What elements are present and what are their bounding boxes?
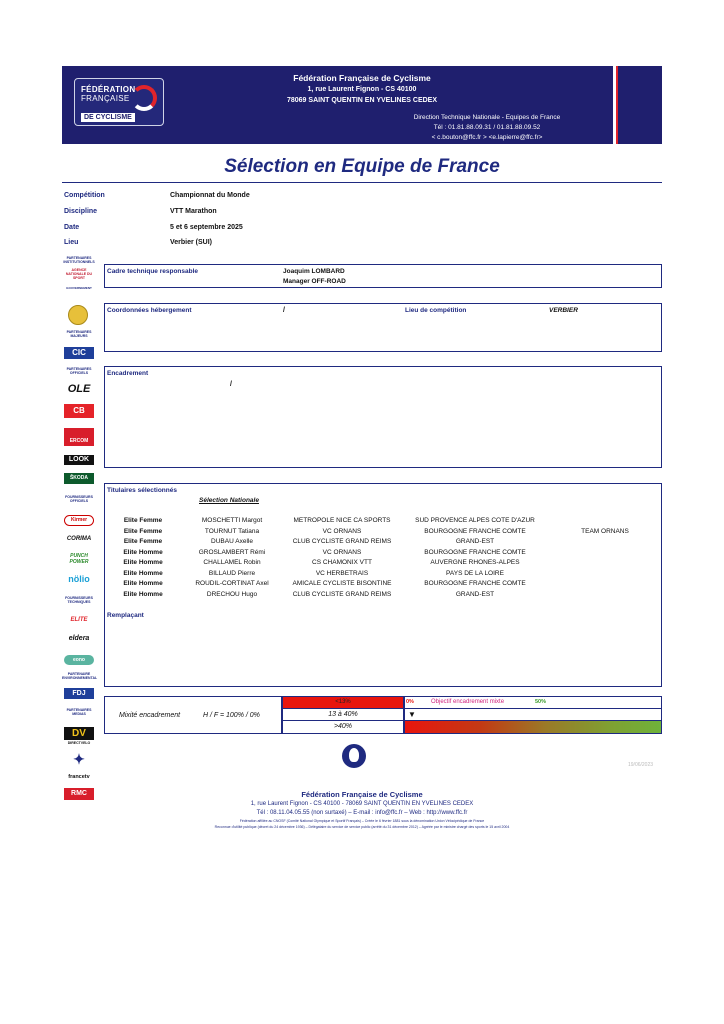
table-row [105, 570, 661, 581]
mixite-band-high: >40% [282, 720, 404, 734]
ercom-logo: ERCOM [64, 428, 94, 446]
mixite-marker-icon: ▼ [408, 710, 416, 719]
hebergement-slash: / [283, 307, 285, 314]
mixite-label: Mixité encadrement [119, 712, 181, 719]
row-name: CHALLAMEL Robin [203, 559, 261, 566]
document-date: 19/06/2023 [628, 762, 654, 768]
row-club: METROPOLE NICE CA SPORTS [293, 517, 391, 524]
mixite-section [104, 696, 662, 734]
row-category: Elite Homme [123, 569, 163, 577]
row-category: Elite Femme [123, 538, 163, 545]
row-team: TEAM ORNANS [581, 527, 629, 535]
cic-logo: CIC [64, 347, 94, 359]
row-region: AUVERGNE RHONES-ALPES [430, 559, 520, 566]
lieu-competition-label: Lieu de compétition [405, 307, 467, 314]
row-club: CLUB CYCLISTE GRAND REIMS [292, 538, 392, 545]
info-value-competition: Championnat du Monde [170, 192, 250, 199]
sponsors-fournisseurs-heading: FOURNISSEURS OFFICIELS [65, 495, 93, 503]
lieu-competition-value: VERBIER [549, 307, 578, 314]
table-row [105, 538, 661, 549]
sponsors-majeurs-heading: PARTENAIRES MAJEURS [66, 330, 92, 338]
mixite-band-low: <13% [282, 696, 404, 709]
cadre-role: Manager OFF-ROAD [283, 278, 346, 285]
ole-logo: OLE [67, 383, 91, 395]
scale-start-label: 0% [406, 699, 414, 705]
row-name: BILLAUD Pierre [208, 569, 256, 577]
row-region: GRAND-EST [455, 538, 495, 545]
info-value-lieu: Verbier (SUI) [170, 239, 213, 246]
page-title: Sélection en Equipe de France [224, 156, 500, 177]
header-emails: < c.bouton@ffc.fr > <e.lapierre@ffc.fr> [431, 134, 543, 141]
row-name: DUBAU Axelle [211, 538, 253, 545]
letterhead-banner [62, 66, 662, 144]
look-logo: LOOK [64, 455, 94, 465]
row-region: BOURGOGNE FRANCHE COMTE [424, 548, 526, 556]
logo-text-3: DE CYCLISME [81, 113, 135, 122]
title-divider [62, 182, 662, 183]
gouvernement-logo: GOUVERNEMENT [66, 286, 92, 290]
punch-power-logo: PUNCH POWER [69, 553, 89, 565]
row-category: Elite Homme [123, 548, 163, 556]
eono-logo: eono [64, 655, 94, 665]
hebergement-label: Coordonnées hébergement [107, 307, 192, 314]
sponsors-institutionnels-heading: PARTENAIRES INSTITUTIONNELS [63, 256, 95, 264]
header-org-name: Fédération Française de Cyclisme [293, 73, 431, 83]
row-name: MOSCHETTI Margot [201, 517, 263, 524]
scale-end-label: 50% [535, 699, 547, 705]
row-club: VC ORNANS [322, 548, 362, 556]
header-direction: Direction Technique Nationale - Equipes de France [413, 114, 561, 121]
row-name: GROSLAMBERT Rémi [198, 548, 266, 556]
encadrement-box [104, 366, 662, 468]
info-label-competition: Compétition [64, 192, 105, 199]
row-name: DRECHOU Hugo [206, 590, 258, 598]
footer-legal-1: Fédération affiliée au CNOSF (Comité National Olympique et Sportif Français) – Créée le 6 février 1881 sous la dénomination Union Vélocipédique de France [239, 819, 485, 823]
footer-legal-2: Reconnue d'utilité publique (décret du 24 décembre 1936) – Délégataire du service de service public (arrêté du 31 décembre 2012) – Agréée par le ministre chargé des sports le 15 avril 2004 [214, 825, 510, 829]
footer-org-name: Fédération Française de Cyclisme [301, 790, 423, 799]
header-address-1: 1, rue Laurent Fignon - CS 40100 [307, 86, 417, 93]
rmc-logo: RMC [64, 788, 94, 800]
equipe-logo-icon: ✦ [73, 751, 85, 767]
sponsors-medias-heading: PARTENAIRES MEDIAS [66, 708, 92, 716]
logo-text-2: FRANÇAISE [81, 94, 130, 103]
table-row [105, 559, 661, 570]
eldera-logo: eldera [68, 635, 90, 642]
row-region: SUD PROVENCE ALPES COTE D'AZUR [415, 517, 535, 524]
fdj-logo: FDJ [64, 688, 94, 699]
row-category: Elite Femme [123, 517, 163, 524]
row-category: Elite Homme [123, 559, 163, 566]
cadre-technique-box [104, 264, 662, 288]
remplacant-label: Remplaçant [107, 612, 144, 619]
row-region: BOURGOGNE FRANCHE COMTE [424, 580, 526, 587]
objective-label: Objectif encadrement mixte [431, 699, 505, 705]
row-category: Elite Femme [123, 527, 163, 535]
encadrement-label: Encadrement [107, 370, 149, 377]
row-name: TOURNUT Tatiana [204, 527, 260, 535]
info-label-lieu: Lieu [64, 239, 79, 246]
logo-text-1: FÉDÉRATION [81, 85, 136, 94]
row-category: Elite Homme [123, 590, 163, 598]
cadre-name: Joaquim LOMBARD [283, 268, 345, 275]
mixite-ratio: H / F = 100% / 0% [203, 712, 260, 719]
ans-logo: AGENCE NATIONALE DU SPORT [65, 268, 93, 280]
footer-contact: Tél : 08.11.04.05.55 (non surtaxé) – E-mail : info@ffc.fr – Web : http://www.ffc.fr [256, 810, 468, 816]
cb-logo: CB [64, 404, 94, 418]
corima-logo: CORIMA [66, 536, 92, 542]
row-club: AMICALE CYCLISTE BISONTINE [292, 580, 392, 587]
info-value-discipline: VTT Marathon [170, 208, 217, 215]
table-row [105, 528, 661, 539]
hebergement-box [104, 303, 662, 352]
info-label-date: Date [64, 224, 80, 231]
table-row [105, 517, 661, 528]
row-club: CS CHAMONIX VTT [312, 559, 372, 566]
dv-logo: DV [64, 727, 94, 740]
elite-logo: ELITE [70, 617, 88, 623]
encadrement-slash: / [230, 381, 232, 388]
footer-address: 1, rue Laurent Fignon - CS 40100 - 78069 SAINT QUENTIN EN YVELINES CEDEX [250, 801, 474, 807]
mixite-gradient-bar [404, 720, 662, 734]
skoda-logo: ŠKODA [64, 473, 94, 484]
row-name: ROUDIL-CORTINAT Axel [195, 580, 269, 587]
info-value-date: 5 et 6 septembre 2025 [170, 224, 243, 231]
header-phone: Tél : 01.81.88.09.31 / 01.81.88.09.52 [433, 124, 541, 131]
nolio-logo: nölio [68, 574, 90, 584]
flag-stripe-red [616, 66, 618, 144]
titulaires-box [104, 483, 662, 687]
sponsors-officiels-heading: PARTENAIRES OFFICIELS [66, 367, 92, 375]
row-region: GRAND-EST [455, 590, 495, 598]
row-region: PAYS DE LA LOIRE [446, 569, 504, 577]
kirmer-logo: Kirmer [64, 515, 94, 526]
selection-nationale-label: Sélection Nationale [199, 497, 259, 504]
titulaires-label: Titulaires sélectionnés [107, 487, 177, 494]
table-row [105, 580, 661, 591]
medal-icon [68, 305, 88, 325]
row-club: CLUB CYCLISTE GRAND REIMS [292, 590, 392, 598]
table-row [105, 591, 661, 602]
francetv-logo: francetv [68, 774, 90, 780]
mixite-band-mid: 13 à 40% [282, 708, 404, 721]
mixite-label-box [104, 696, 282, 734]
row-club: VC ORNANS [322, 527, 362, 535]
header-address-2: 78069 SAINT QUENTIN EN YVELINES CEDEX [286, 97, 438, 104]
row-region: BOURGOGNE FRANCHE COMTE [424, 527, 526, 535]
directvelo-logo: DIRECTVELO [67, 741, 91, 745]
info-label-discipline: Discipline [64, 208, 98, 215]
sponsors-environnemental-heading: PARTENAIRE ENVIRONNEMENTAL [62, 672, 98, 680]
row-category: Elite Homme [123, 580, 163, 587]
sponsors-techniques-heading: FOURNISSEURS TECHNIQUES [65, 596, 93, 604]
row-club: VC HERBETRAIS [315, 569, 369, 577]
rooster-icon [342, 744, 366, 768]
table-row [105, 549, 661, 560]
cadre-label: Cadre technique responsable [107, 268, 199, 275]
